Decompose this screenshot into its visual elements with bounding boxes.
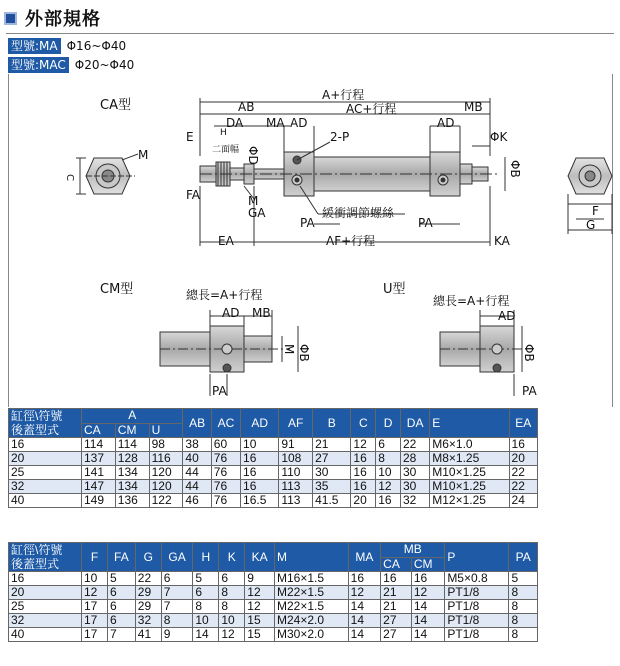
section-header [4,4,101,32]
table-cell: 44 [183,466,211,480]
table-cell: 120 [149,480,183,494]
table-cell: 5 [193,572,219,586]
table-cell: 15 [245,614,275,628]
table-cell: M10×1.25 [430,480,509,494]
table-cell: 32 [400,494,429,508]
model-row [8,56,134,74]
table-cell: 46 [183,494,211,508]
table-cell: 22 [509,480,537,494]
table-cell: 76 [211,494,240,508]
table-cell: 8 [509,628,538,642]
cushion-screw-label: 緩衝調節螺絲 [322,206,395,220]
table-cell: 30 [313,466,351,480]
table-cell: 5 [107,572,135,586]
col-mb-ca: CA [381,557,412,572]
table-cell: 108 [279,452,313,466]
table-cell: M5×0.8 [445,572,509,586]
table-cell: 44 [183,480,211,494]
table-cell: 10 [219,614,245,628]
col-af: AF [279,409,313,438]
corner-line-1: 缸徑\符號 [11,409,63,423]
table-cell: 15 [245,628,275,642]
table-cell: 14 [411,628,444,642]
dim-f: F [592,204,599,218]
table-cell: PT1/8 [445,614,509,628]
table-cell: 122 [149,494,183,508]
table-cell: 40 [183,452,211,466]
table-cell: 147 [82,480,116,494]
col-ad: AD [241,409,279,438]
ca-end-view [76,154,138,194]
table-cell: 16 [351,466,376,480]
table-cell: 14 [411,614,444,628]
table-cell: 14 [193,628,219,642]
table-cell: 14 [348,614,381,628]
table-cell: 6 [193,586,219,600]
table-row [9,572,538,586]
main-cylinder [200,98,508,246]
col-ga: GA [161,543,193,572]
dim-b: ΦB [297,344,311,362]
col-ka: KA [245,543,275,572]
dim-m: M [282,344,296,355]
total-length-label: 總長=A+行程 [186,288,263,302]
table-cell: 16 [241,466,279,480]
col-g: G [135,543,161,572]
table-cell: 12 [376,480,401,494]
table-cell: M22×1.5 [275,600,349,614]
table-cell: 17 [82,600,108,614]
dim-ab: AB [238,100,255,114]
table-cell: PT1/8 [445,600,509,614]
col-p: P [445,543,509,572]
table-cell: 98 [149,438,183,452]
table-cell: 7 [107,628,135,642]
table-cell: 5 [509,572,538,586]
dim-ga: GA [248,206,266,220]
table-cell: 6 [219,572,245,586]
table-cell: 141 [82,466,116,480]
cm-type-label: CM型 [100,282,134,297]
col-fa: FA [107,543,135,572]
table-cell: 16 [411,572,444,586]
table-corner-header [9,409,82,438]
table-cell: 113 [279,494,313,508]
corner-line-2: 後蓋型式 [11,423,60,437]
table-corner-header [9,543,82,572]
table-cell: 76 [211,480,240,494]
table-row [9,614,538,628]
table-cell: 21 [381,600,412,614]
table-cell: 17 [82,628,108,642]
table-cell: 21 [313,438,351,452]
table-cell: 16 [348,572,381,586]
dim-mb: MB [252,306,271,320]
table-cell: 14 [348,600,381,614]
table-row [9,452,538,466]
table-cell: 40 [9,494,82,508]
table-row [9,494,538,508]
table-cell: 25 [9,600,82,614]
col-h: H [193,543,219,572]
table-cell: 149 [82,494,116,508]
table-cell: 12 [245,586,275,600]
dim-a-stroke: A+行程 [322,88,365,102]
table-row [9,480,538,494]
dim-ea: EA [218,234,234,248]
dim-mb: MB [464,100,483,114]
table-cell: 24 [509,494,537,508]
table-cell: 6 [107,614,135,628]
table-cell: 134 [115,480,149,494]
table-cell: 16 [351,480,376,494]
dim-d: ΦD [246,146,260,165]
dim-e: E [186,130,194,144]
table-cell: 9 [245,572,275,586]
table-cell: M6×1.0 [430,438,509,452]
table-cell: 114 [82,438,116,452]
table-cell: 8 [509,614,538,628]
model-row [8,37,126,55]
table-cell: 16 [381,572,412,586]
table-cell: M12×1.25 [430,494,509,508]
table-cell: 16 [9,438,82,452]
dim-g: G [586,218,596,232]
table-cell: 114 [115,438,149,452]
table-cell: 12 [348,586,381,600]
total-length-label: 總長=A+行程 [433,294,510,308]
table-cell: 10 [82,572,108,586]
table-cell: 27 [381,628,412,642]
cm-view [160,308,298,396]
dim-ka: KA [494,234,510,248]
table-cell: 22 [135,572,161,586]
table-cell: 110 [279,466,313,480]
table-row [9,628,538,642]
table-cell: 8 [219,600,245,614]
table-cell: 20 [509,452,537,466]
col-b: B [313,409,351,438]
dim-ad: AD [222,306,240,320]
table-cell: 113 [279,480,313,494]
col-k: K [219,543,245,572]
table-cell: 16 [509,438,537,452]
table-cell: M8×1.25 [430,452,509,466]
corner-line-2: 後蓋型式 [11,557,60,571]
table-cell: 76 [211,466,240,480]
dim-h: H [220,128,227,138]
table-row [9,438,538,452]
table-row [9,586,538,600]
table-cell: 7 [161,600,193,614]
table-cell: PT1/8 [445,586,509,600]
table-cell: 22 [509,466,537,480]
table-cell: 136 [115,494,149,508]
table-cell: 32 [135,614,161,628]
table-cell: 40 [9,628,82,642]
table-cell: 14 [348,628,381,642]
table-cell: 120 [149,466,183,480]
model-tag: 型號:MA [8,38,61,54]
dim-m: M [138,148,149,162]
table-cell: 7 [161,586,193,600]
table-cell: 6 [376,438,401,452]
table-cell: 16 [241,452,279,466]
table-cell: 20 [9,452,82,466]
col-mb-cm: CM [411,557,444,572]
table-cell: 16 [241,480,279,494]
model-range: Φ20~Φ40 [74,58,135,72]
table-cell: 16.5 [241,494,279,508]
dim-k: ΦK [490,130,508,144]
table-cell: 8 [509,586,538,600]
dim-pa: PA [418,216,433,230]
table-cell: 17 [82,614,108,628]
table-cell: 27 [381,614,412,628]
square-bullet-icon [4,12,17,25]
header-divider [6,33,614,34]
table-cell: 8 [161,614,193,628]
table-cell: 20 [351,494,376,508]
dim-ma: MA [266,116,285,130]
table-cell: 8 [376,452,401,466]
table-cell: 41.5 [313,494,351,508]
table-cell: 10 [241,438,279,452]
col-ea: EA [509,409,537,438]
table-cell: M16×1.5 [275,572,349,586]
table-cell: 12 [219,628,245,642]
table-cell: 10 [376,466,401,480]
col-m: M [275,543,349,572]
dim-ad: AD [437,116,455,130]
col-ma: MA [348,543,381,572]
table-cell: 9 [161,628,193,642]
table-cell: 6 [107,586,135,600]
col-pa: PA [509,543,538,572]
table-cell: 14 [411,600,444,614]
table-cell: 16 [9,572,82,586]
table-cell: 76 [211,452,240,466]
table-cell: 8 [193,600,219,614]
table-cell: 41 [135,628,161,642]
table-cell: 12 [351,438,376,452]
table-cell: 60 [211,438,240,452]
col-group-mb: MB [381,543,445,558]
table-cell: 6 [161,572,193,586]
table-cell: M30×2.0 [275,628,349,642]
table-cell: 32 [9,480,82,494]
table-cell: 6 [107,600,135,614]
table-cell: 30 [400,466,429,480]
dim-ad: AD [290,116,308,130]
spec-table-2 [8,542,538,642]
table-cell: 16 [351,452,376,466]
table-cell: 20 [9,586,82,600]
table-cell: 32 [9,614,82,628]
dim-b: ΦB [508,160,522,178]
col-a-cm: CM [115,423,149,438]
col-c: C [351,409,376,438]
table-cell: 29 [135,600,161,614]
table-cell: 116 [149,452,183,466]
col-f: F [82,543,108,572]
table-cell: 22 [400,438,429,452]
table-cell: M10×1.25 [430,466,509,480]
col-a-u: U [149,423,183,438]
dim-ad: AD [498,309,516,323]
table-cell: 28 [400,452,429,466]
dim-m: M [248,194,259,208]
model-tag: 型號:MAC [8,57,69,73]
dim-ac-stroke: AC+行程 [346,102,397,116]
dim-b: ΦB [522,344,536,362]
model-range: Φ16~Φ40 [66,39,127,53]
corner-line-1: 缸徑\符號 [11,543,63,557]
col-group-a: A [82,409,183,424]
table-cell: 38 [183,438,211,452]
dim-2p: 2-P [330,130,350,144]
table-cell: 134 [115,466,149,480]
col-da: DA [400,409,429,438]
dim-pa: PA [300,216,315,230]
spec-table-1 [8,408,538,508]
dim-fa: FA [186,188,201,202]
table-cell: 27 [313,452,351,466]
table-cell: 10 [193,614,219,628]
table-cell: 137 [82,452,116,466]
table-cell: 29 [135,586,161,600]
u-type-label: U型 [383,282,406,297]
table-cell: 12 [245,600,275,614]
table-cell: 8 [509,600,538,614]
col-ab: AB [183,409,211,438]
table-row [9,600,538,614]
table-cell: 8 [219,586,245,600]
table-row [9,466,538,480]
col-a-ca: CA [82,423,116,438]
table-cell: M24×2.0 [275,614,349,628]
table-cell: 12 [82,586,108,600]
table-cell: 30 [400,480,429,494]
table-cell: 21 [381,586,412,600]
table-cell: 128 [115,452,149,466]
col-ac: AC [211,409,240,438]
table-cell: PT1/8 [445,628,509,642]
table-cell: 35 [313,480,351,494]
col-e: E [430,409,509,438]
dim-pa: PA [522,384,537,398]
dim-h-wrench: 二面幅 [212,145,240,155]
dim-da: DA [226,116,244,130]
page-title: 外部規格 [25,9,101,30]
ca-type-label: CA型 [100,98,131,113]
table-cell: 91 [279,438,313,452]
table-cell: 25 [9,466,82,480]
table-cell: M22×1.5 [275,586,349,600]
table-cell: 16 [376,494,401,508]
dim-af-stroke: AF+行程 [326,234,376,248]
col-d: D [376,409,401,438]
table-cell: 12 [411,586,444,600]
dim-pa: PA [212,384,227,398]
dim-c: C [64,174,75,181]
